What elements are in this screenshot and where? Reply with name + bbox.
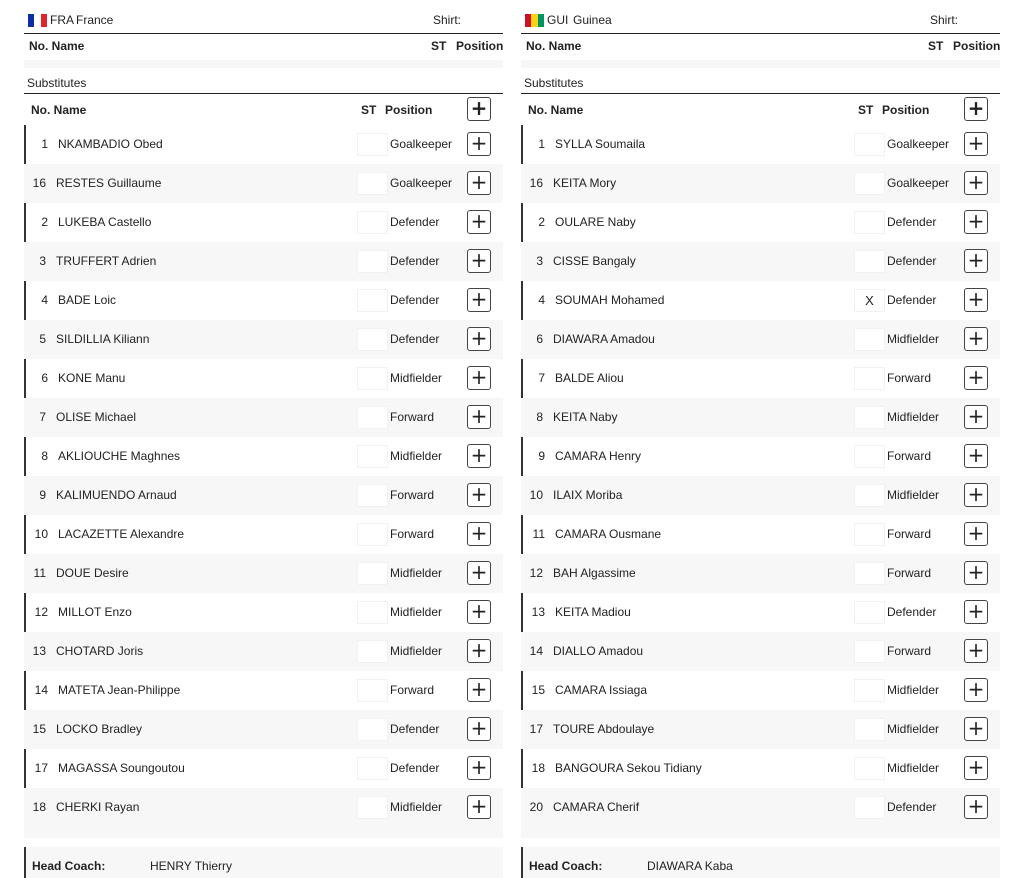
add-player-button[interactable]: + bbox=[467, 756, 491, 780]
add-player-button[interactable]: + bbox=[964, 678, 988, 702]
player-row bbox=[521, 437, 1000, 476]
player-position: Forward bbox=[887, 566, 932, 580]
player-number: 18 bbox=[531, 761, 545, 775]
player-number: 9 bbox=[39, 488, 46, 502]
player-number: 12 bbox=[529, 566, 543, 580]
col-header-position: Position bbox=[953, 39, 1001, 53]
player-name: RESTES Guillaume bbox=[56, 176, 162, 190]
col-header-st: ST bbox=[361, 103, 377, 117]
player-row bbox=[521, 749, 1000, 788]
player-row bbox=[24, 398, 503, 437]
player-position: Midfielder bbox=[887, 761, 940, 775]
col-header-st: ST bbox=[928, 39, 944, 53]
player-position: Goalkeeper bbox=[887, 176, 950, 190]
player-name: CAMARA Ousmane bbox=[555, 527, 662, 541]
player-position: Defender bbox=[887, 215, 937, 229]
player-row bbox=[24, 320, 503, 359]
player-number: 18 bbox=[32, 800, 46, 814]
player-position: Midfielder bbox=[390, 371, 443, 385]
add-player-button[interactable]: + bbox=[467, 600, 491, 624]
player-name: KEITA Mory bbox=[553, 176, 617, 190]
starter-toggle[interactable] bbox=[357, 328, 388, 351]
add-player-button[interactable]: + bbox=[467, 561, 491, 585]
player-row bbox=[521, 632, 1000, 671]
player-number: 7 bbox=[538, 371, 545, 385]
starters-table-header bbox=[521, 34, 1000, 60]
player-name: MILLOT Enzo bbox=[58, 605, 132, 619]
player-name: KONE Manu bbox=[58, 371, 126, 385]
player-position: Midfielder bbox=[390, 644, 443, 658]
player-number: 9 bbox=[538, 449, 545, 463]
player-name: AKLIOUCHE Maghnes bbox=[58, 449, 181, 463]
player-number: 8 bbox=[41, 449, 48, 463]
add-player-button[interactable]: + bbox=[467, 327, 491, 351]
team-panel-home bbox=[24, 0, 503, 878]
add-player-button[interactable]: + bbox=[467, 639, 491, 663]
player-position: Forward bbox=[887, 644, 932, 658]
add-player-button[interactable]: + bbox=[964, 210, 988, 234]
player-row bbox=[24, 125, 503, 164]
add-player-button[interactable]: + bbox=[467, 288, 491, 312]
player-position: Goalkeeper bbox=[390, 137, 453, 151]
player-position: Midfielder bbox=[887, 488, 940, 502]
col-header-no-name: No. Name bbox=[29, 39, 85, 53]
starter-toggle[interactable] bbox=[854, 601, 885, 624]
starter-toggle[interactable] bbox=[854, 367, 885, 390]
player-row bbox=[24, 632, 503, 671]
subs-table-header bbox=[24, 94, 503, 125]
player-name: MAGASSA Soungoutou bbox=[58, 761, 185, 775]
add-player-button[interactable]: + bbox=[467, 795, 491, 819]
player-row bbox=[521, 242, 1000, 281]
starter-toggle[interactable] bbox=[854, 640, 885, 663]
player-name: NKAMBADIO Obed bbox=[58, 137, 163, 151]
player-position: Midfielder bbox=[390, 605, 443, 619]
player-number: 12 bbox=[34, 605, 48, 619]
player-row bbox=[521, 476, 1000, 515]
player-name: KEITA Madiou bbox=[555, 605, 631, 619]
player-name: SYLLA Soumaila bbox=[555, 137, 646, 151]
add-player-button[interactable]: + bbox=[467, 210, 491, 234]
starter-toggle[interactable] bbox=[854, 133, 885, 156]
subs-table-header bbox=[521, 94, 1000, 125]
add-player-button[interactable]: + bbox=[964, 366, 988, 390]
player-position: Defender bbox=[390, 293, 440, 307]
player-position: Forward bbox=[887, 371, 932, 385]
player-position: Defender bbox=[390, 215, 440, 229]
starter-toggle[interactable] bbox=[357, 601, 388, 624]
player-number: 3 bbox=[536, 254, 543, 268]
player-name: CHERKI Rayan bbox=[56, 800, 140, 814]
starter-toggle[interactable] bbox=[854, 484, 885, 507]
player-number: 15 bbox=[531, 683, 545, 697]
add-player-button[interactable]: + bbox=[964, 483, 988, 507]
starters-list-empty bbox=[24, 60, 503, 68]
add-player-button[interactable]: + bbox=[467, 249, 491, 273]
player-number: 2 bbox=[41, 215, 48, 229]
starter-toggle[interactable] bbox=[854, 562, 885, 585]
add-player-button[interactable]: + bbox=[467, 717, 491, 741]
player-name: LACAZETTE Alexandre bbox=[58, 527, 185, 541]
player-name: CAMARA Cherif bbox=[553, 800, 640, 814]
player-name: BALDE Aliou bbox=[555, 371, 624, 385]
starter-toggle[interactable] bbox=[357, 679, 388, 702]
player-name: ILAIX Moriba bbox=[553, 488, 623, 502]
player-position: Midfielder bbox=[887, 722, 940, 736]
player-number: 6 bbox=[41, 371, 48, 385]
starters-list-empty bbox=[521, 60, 1000, 68]
add-player-button[interactable]: + bbox=[964, 405, 988, 429]
player-row bbox=[521, 125, 1000, 164]
substitutes-label: Substitutes bbox=[524, 76, 584, 90]
player-number: 13 bbox=[32, 644, 46, 658]
team-header bbox=[24, 0, 503, 34]
player-name: OLISE Michael bbox=[56, 410, 137, 424]
player-number: 16 bbox=[529, 176, 543, 190]
starter-toggle[interactable]: X bbox=[854, 289, 885, 312]
starter-toggle[interactable] bbox=[357, 445, 388, 468]
team-header bbox=[521, 0, 1000, 34]
substitutes-section-title bbox=[521, 68, 1000, 94]
player-number: 11 bbox=[532, 527, 545, 541]
col-header-position: Position bbox=[882, 103, 930, 117]
player-position: Forward bbox=[887, 527, 932, 541]
add-player-button[interactable]: + bbox=[964, 327, 988, 351]
col-header-st: ST bbox=[858, 103, 874, 117]
player-number: 16 bbox=[32, 176, 46, 190]
player-name: BANGOURA Sekou Tidiany bbox=[555, 761, 702, 775]
player-number: 2 bbox=[538, 215, 545, 229]
player-name: KEITA Naby bbox=[553, 410, 618, 424]
player-position: Midfielder bbox=[390, 566, 443, 580]
player-row bbox=[24, 515, 503, 554]
head-coach-row bbox=[24, 847, 503, 878]
flag-stripe-3 bbox=[41, 14, 47, 27]
substitutes-section-title bbox=[24, 68, 503, 94]
player-name: MATETA Jean-Philippe bbox=[58, 683, 181, 697]
player-position: Midfielder bbox=[887, 410, 940, 424]
player-number: 11 bbox=[33, 566, 46, 580]
add-player-button[interactable]: + bbox=[964, 639, 988, 663]
player-row bbox=[521, 359, 1000, 398]
starter-toggle[interactable] bbox=[357, 718, 388, 741]
add-all-button[interactable]: + bbox=[964, 97, 988, 121]
add-player-button[interactable]: + bbox=[964, 444, 988, 468]
player-row bbox=[24, 437, 503, 476]
player-number: 4 bbox=[41, 293, 48, 307]
starter-toggle[interactable] bbox=[357, 484, 388, 507]
starter-toggle[interactable] bbox=[357, 796, 388, 819]
player-number: 5 bbox=[39, 332, 46, 346]
col-header-position: Position bbox=[385, 103, 433, 117]
player-row bbox=[521, 788, 1000, 827]
player-position: Defender bbox=[887, 293, 937, 307]
player-row bbox=[24, 242, 503, 281]
player-position: Forward bbox=[887, 449, 932, 463]
player-row bbox=[24, 593, 503, 632]
player-position: Forward bbox=[390, 683, 435, 697]
player-row bbox=[24, 554, 503, 593]
player-name: CISSE Bangaly bbox=[553, 254, 636, 268]
player-name: CHOTARD Joris bbox=[56, 644, 144, 658]
player-row bbox=[24, 164, 503, 203]
add-player-button[interactable]: + bbox=[964, 756, 988, 780]
player-position: Defender bbox=[390, 332, 440, 346]
col-header-no-name: No. Name bbox=[526, 39, 582, 53]
player-row bbox=[521, 671, 1000, 710]
add-player-button[interactable]: + bbox=[964, 600, 988, 624]
player-name: DOUE Desire bbox=[56, 566, 129, 580]
player-name: DIALLO Amadou bbox=[553, 644, 644, 658]
starter-toggle[interactable] bbox=[357, 289, 388, 312]
starter-toggle[interactable] bbox=[854, 250, 885, 273]
player-position: Forward bbox=[390, 410, 435, 424]
player-name: DIAWARA Amadou bbox=[553, 332, 655, 346]
player-number: 4 bbox=[538, 293, 545, 307]
starter-toggle[interactable] bbox=[854, 523, 885, 546]
player-row bbox=[521, 515, 1000, 554]
starter-toggle[interactable] bbox=[357, 562, 388, 585]
team-name: France bbox=[76, 13, 114, 27]
list-footer bbox=[24, 827, 503, 838]
starter-toggle[interactable] bbox=[357, 406, 388, 429]
player-position: Defender bbox=[887, 605, 937, 619]
shirt-label: Shirt: bbox=[433, 13, 462, 27]
player-position: Defender bbox=[390, 254, 440, 268]
player-name: LOCKO Bradley bbox=[56, 722, 143, 736]
player-row bbox=[521, 554, 1000, 593]
starter-toggle[interactable] bbox=[357, 172, 388, 195]
player-number: 10 bbox=[529, 488, 543, 502]
player-name: OULARE Naby bbox=[555, 215, 636, 229]
player-number: 3 bbox=[39, 254, 46, 268]
player-name: LUKEBA Castello bbox=[58, 215, 152, 229]
player-row bbox=[24, 203, 503, 242]
player-name: CAMARA Henry bbox=[555, 449, 642, 463]
player-name: TOURE Abdoulaye bbox=[553, 722, 655, 736]
list-footer bbox=[521, 827, 1000, 838]
player-position: Midfielder bbox=[390, 449, 443, 463]
col-header-no-name: No. Name bbox=[528, 103, 584, 117]
starter-toggle[interactable] bbox=[357, 367, 388, 390]
starter-toggle[interactable] bbox=[357, 757, 388, 780]
player-row bbox=[521, 398, 1000, 437]
starter-toggle[interactable] bbox=[357, 211, 388, 234]
player-row bbox=[24, 359, 503, 398]
player-number: 13 bbox=[531, 605, 545, 619]
add-player-button[interactable]: + bbox=[964, 249, 988, 273]
player-position: Defender bbox=[887, 800, 937, 814]
player-row bbox=[24, 749, 503, 788]
starter-toggle[interactable] bbox=[854, 796, 885, 819]
player-number: 15 bbox=[32, 722, 46, 736]
player-number: 14 bbox=[34, 683, 48, 697]
player-number: 14 bbox=[529, 644, 543, 658]
starter-toggle[interactable] bbox=[854, 679, 885, 702]
player-number: 10 bbox=[34, 527, 48, 541]
player-row bbox=[24, 788, 503, 827]
starter-toggle[interactable] bbox=[357, 523, 388, 546]
player-position: Goalkeeper bbox=[390, 176, 453, 190]
add-player-button[interactable]: + bbox=[964, 171, 988, 195]
starter-toggle[interactable] bbox=[854, 445, 885, 468]
flag-stripe-3 bbox=[538, 14, 544, 27]
player-number: 8 bbox=[536, 410, 543, 424]
player-row bbox=[521, 320, 1000, 359]
player-name: SOUMAH Mohamed bbox=[555, 293, 665, 307]
head-coach-name: DIAWARA Kaba bbox=[647, 859, 733, 873]
player-row bbox=[521, 203, 1000, 242]
team-name: Guinea bbox=[573, 13, 612, 27]
head-coach-name: HENRY Thierry bbox=[150, 859, 233, 873]
player-number: 6 bbox=[536, 332, 543, 346]
starter-toggle[interactable] bbox=[357, 250, 388, 273]
player-position: Defender bbox=[390, 761, 440, 775]
add-player-button[interactable]: + bbox=[964, 132, 988, 156]
starter-toggle[interactable] bbox=[357, 133, 388, 156]
starter-toggle[interactable] bbox=[854, 757, 885, 780]
substitutes-list bbox=[521, 125, 1000, 827]
add-player-button[interactable]: + bbox=[467, 444, 491, 468]
head-coach-label: Head Coach: bbox=[529, 859, 603, 873]
player-name: KALIMUENDO Arnaud bbox=[56, 488, 177, 502]
player-position: Goalkeeper bbox=[887, 137, 950, 151]
player-row bbox=[521, 281, 1000, 320]
player-row bbox=[24, 476, 503, 515]
player-row bbox=[521, 164, 1000, 203]
player-row bbox=[24, 281, 503, 320]
player-row bbox=[521, 593, 1000, 632]
player-position: Midfielder bbox=[390, 800, 443, 814]
player-name: SILDILLIA Kiliann bbox=[56, 332, 150, 346]
add-player-button[interactable]: + bbox=[964, 288, 988, 312]
add-player-button[interactable]: + bbox=[964, 561, 988, 585]
player-name: CAMARA Issiaga bbox=[555, 683, 648, 697]
add-player-button[interactable]: + bbox=[467, 483, 491, 507]
starter-toggle[interactable] bbox=[854, 328, 885, 351]
player-name: BADE Loic bbox=[58, 293, 117, 307]
team-code: FRA bbox=[50, 13, 74, 27]
player-name: BAH Algassime bbox=[553, 566, 636, 580]
add-player-button[interactable]: + bbox=[964, 795, 988, 819]
player-position: Forward bbox=[390, 527, 435, 541]
col-header-st: ST bbox=[431, 39, 447, 53]
player-position: Defender bbox=[390, 722, 440, 736]
add-player-button[interactable]: + bbox=[467, 678, 491, 702]
team-code: GUI bbox=[547, 13, 569, 27]
starter-toggle[interactable] bbox=[854, 211, 885, 234]
player-row bbox=[521, 710, 1000, 749]
starters-table-header bbox=[24, 34, 503, 60]
shirt-label: Shirt: bbox=[930, 13, 959, 27]
player-number: 20 bbox=[529, 800, 543, 814]
add-player-button[interactable]: + bbox=[467, 366, 491, 390]
player-name: TRUFFERT Adrien bbox=[56, 254, 157, 268]
col-header-no-name: No. Name bbox=[31, 103, 87, 117]
player-position: Midfielder bbox=[887, 683, 940, 697]
team-panel-away bbox=[521, 0, 1000, 878]
add-player-button[interactable]: + bbox=[467, 522, 491, 546]
flag-icon bbox=[525, 14, 544, 27]
starter-toggle[interactable] bbox=[357, 640, 388, 663]
player-number: 17 bbox=[529, 722, 543, 736]
player-position: Midfielder bbox=[887, 332, 940, 346]
starter-toggle[interactable] bbox=[854, 172, 885, 195]
add-player-button[interactable]: + bbox=[467, 171, 491, 195]
substitutes-list bbox=[24, 125, 503, 827]
add-all-button[interactable]: + bbox=[467, 97, 491, 121]
player-position: Defender bbox=[887, 254, 937, 268]
starter-toggle[interactable] bbox=[854, 718, 885, 741]
player-number: 17 bbox=[34, 761, 48, 775]
add-player-button[interactable]: + bbox=[467, 132, 491, 156]
player-position: Forward bbox=[390, 488, 435, 502]
add-player-button[interactable]: + bbox=[964, 717, 988, 741]
head-coach-row bbox=[521, 847, 1000, 878]
substitutes-label: Substitutes bbox=[27, 76, 87, 90]
flag-icon bbox=[28, 14, 47, 27]
starter-toggle[interactable] bbox=[854, 406, 885, 429]
player-row bbox=[24, 671, 503, 710]
col-header-position: Position bbox=[456, 39, 504, 53]
head-coach-label: Head Coach: bbox=[32, 859, 106, 873]
add-player-button[interactable]: + bbox=[964, 522, 988, 546]
player-number: 7 bbox=[39, 410, 46, 424]
player-number: 1 bbox=[538, 137, 545, 151]
add-player-button[interactable]: + bbox=[467, 405, 491, 429]
player-number: 1 bbox=[41, 137, 48, 151]
player-row bbox=[24, 710, 503, 749]
